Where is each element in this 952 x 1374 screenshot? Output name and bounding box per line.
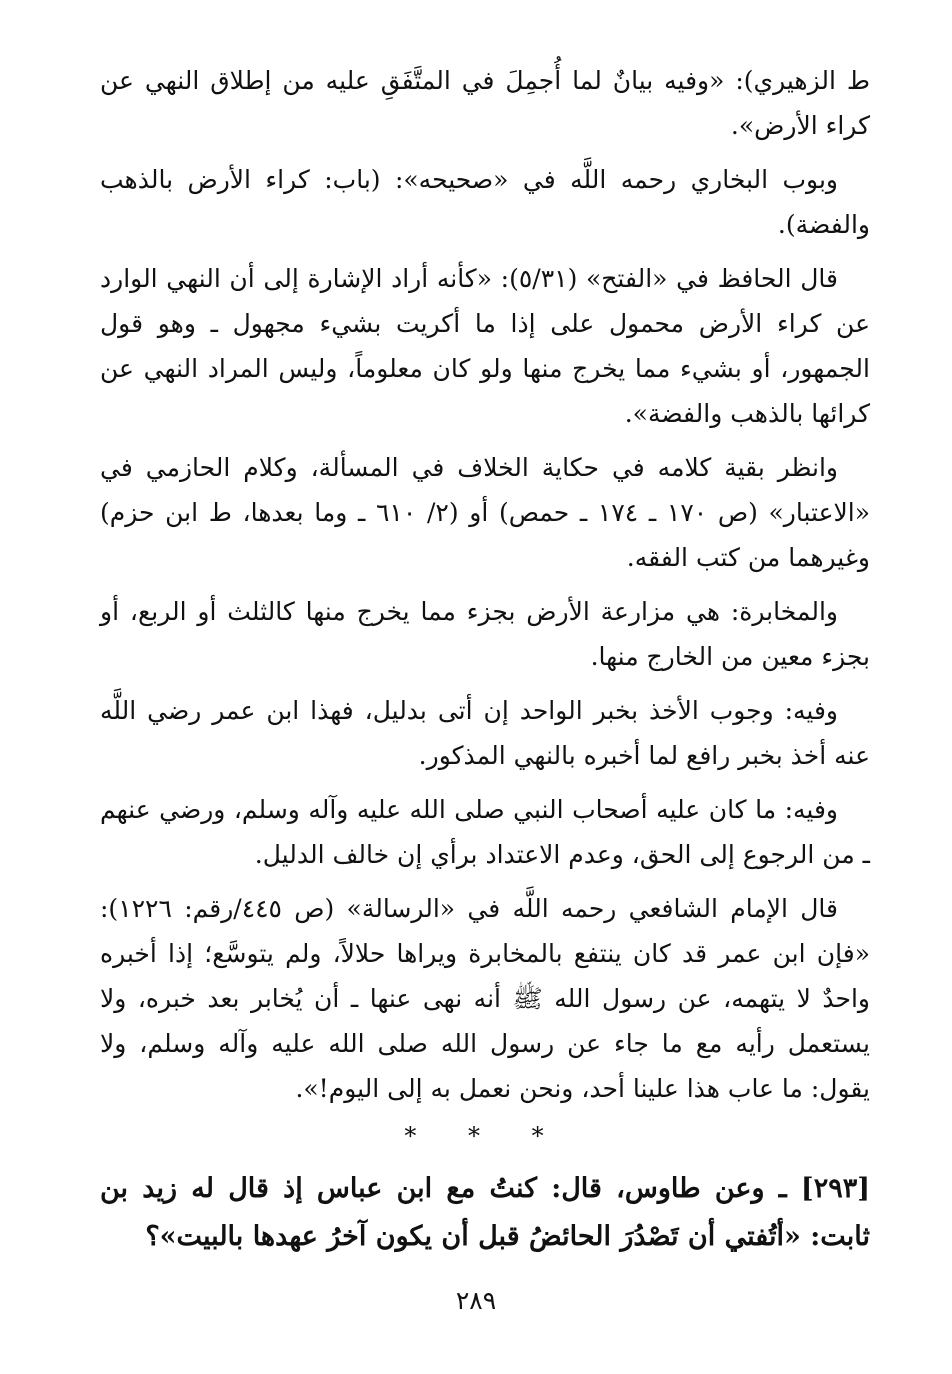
paragraph-7: وفيه: ما كان عليه أصحاب النبي صلى الله عليه وآله وسلم، ورضي عنهم ـ من الرجوع إلى الحق، وعدم الاعتداد برأي إن خالف الدليل. [100, 795, 870, 869]
page-number: ٢٨٩ [455, 1286, 497, 1315]
paragraph-8: قال الإمام الشافعي رحمه اللَّه في «الرسالة» (ص ٤٤٥/رقم: ١٢٢٦): «فإن ابن عمر قد كان ينتفع بالمخابرة ويراها حلالاً، ولم يتوسَّع؛ إذا أخبره واحدٌ لا يتهمه، عن رسول الله ﷺ أنه نهى عنها ـ أن يُخابر بعد خبره، ولا يستعمل رأيه مع ما جاء عن رسول الله صلى الله عليه وآله وسلم، ولا يقول: ما عاب هذا علينا أحد، ونحن نعمل به إلى اليوم!». [100, 894, 870, 1103]
paragraph-5: والمخابرة: هي مزارعة الأرض بجزء مما يخرج منها كالثلث أو الربع، أو بجزء معين من الخارج منها. [100, 597, 870, 671]
paragraph-2: وبوب البخاري رحمه اللَّه في «صحيحه»: (باب: كراء الأرض بالذهب والفضة). [100, 165, 870, 239]
paragraph-6: وفيه: وجوب الأخذ بخبر الواحد إن أتى بدليل، فهذا ابن عمر رضي اللَّه عنه أخذ بخبر رافع لما أخبره بالنهي المذكور. [100, 696, 870, 770]
hadith-heading: [٢٩٣] ـ وعن طاوس، قال: كنتُ مع ابن عباس إذ قال له زيد بن ثابت: «أتُفتي أن تَصْدُرَ الحائضُ قبل أن يكون آخرُ عهدها بالبيت»؟ [100, 1173, 870, 1252]
paragraph-1: ط الزهيري): «وفيه بيانٌ لما أُجمِلَ في المتَّفَقِ عليه من إطلاق النهي عن كراء الأرض». [100, 66, 870, 140]
paragraph-4: وانظر بقية كلامه في حكاية الخلاف في المسألة، وكلام الحازمي في «الاعتبار» (ص ١٧٠ ـ ١٧٤ ـ حمص) أو (٢/ ٦١٠ ـ وما بعدها، ط ابن حزم) وغيرهما من كتب الفقه. [100, 453, 871, 572]
page-body [100, 58, 870, 1261]
section-separator: * * * [404, 1122, 566, 1150]
paragraph-3: قال الحافظ في «الفتح» (٥/٣١): «كأنه أراد الإشارة إلى أن النهي الوارد عن كراء الأرض محمول على إذا ما أكريت بشيء مجهول ـ وهو قول الجمهور، أو بشيء مما يخرج منها ولو كان معلوماً، وليس المراد النهي عن كرائها بالذهب والفضة». [100, 264, 870, 428]
